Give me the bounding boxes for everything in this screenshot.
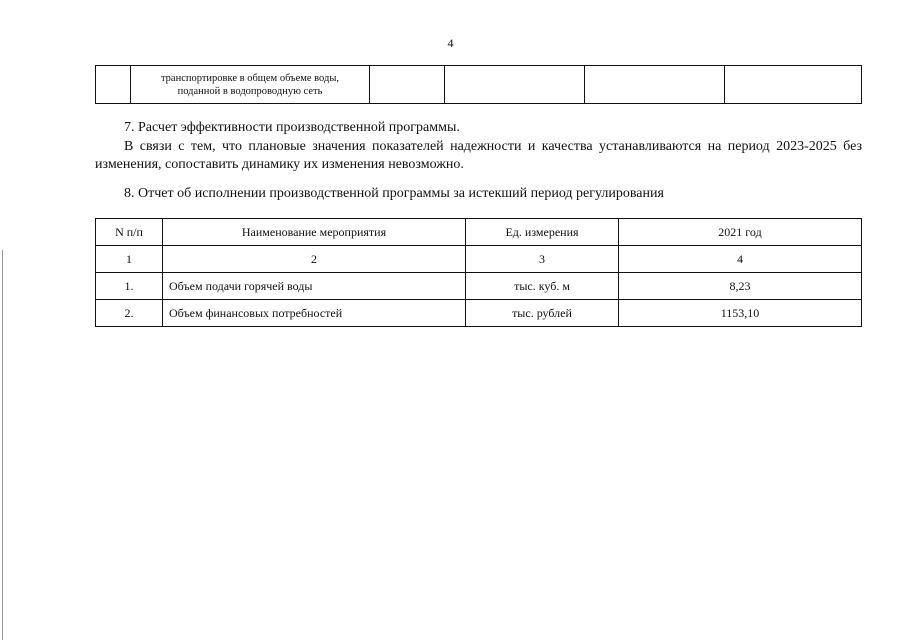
- row-name: Объем финансовых потребностей: [163, 300, 466, 327]
- table-cell-empty: [445, 66, 585, 104]
- index-cell: 4: [619, 246, 862, 273]
- header-year: 2021 год: [619, 219, 862, 246]
- indicator-text-line1: транспортировке в общем объеме воды,: [160, 72, 340, 84]
- header-name: Наименование мероприятия: [163, 219, 466, 246]
- table-row: [96, 300, 862, 327]
- indicator-text-line2: поданной в водопроводную сеть: [177, 85, 323, 97]
- table-cell-indicator: [131, 66, 370, 104]
- row-name: Объем подачи горячей воды: [163, 273, 466, 300]
- page-number: 4: [447, 36, 454, 50]
- table-header-row: [96, 219, 862, 246]
- table-index-row: [96, 246, 862, 273]
- index-cell: 2: [163, 246, 466, 273]
- header-number: N п/п: [96, 219, 163, 246]
- row-value: 8,23: [619, 273, 862, 300]
- section-8-title: 8. Отчет об исполнении производственной программы за истекший период регулирования: [124, 186, 664, 201]
- row-value: 1153,10: [619, 300, 862, 327]
- table-cell-empty: [585, 66, 725, 104]
- index-cell: 3: [466, 246, 619, 273]
- continued-table: [95, 65, 862, 104]
- header-unit: Ед. измерения: [466, 219, 619, 246]
- section-7-title: 7. Расчет эффективности производственной программы.: [124, 120, 460, 135]
- row-number: 2.: [96, 300, 163, 327]
- table-row: [96, 66, 862, 104]
- table-cell-empty: [96, 66, 131, 104]
- table-cell-empty: [725, 66, 862, 104]
- row-number: 1.: [96, 273, 163, 300]
- table-cell-empty: [370, 66, 445, 104]
- row-unit: тыс. куб. м: [466, 273, 619, 300]
- row-unit: тыс. рублей: [466, 300, 619, 327]
- table-row: [96, 273, 862, 300]
- index-cell: 1: [96, 246, 163, 273]
- scan-edge-line: [2, 250, 3, 640]
- report-table: [95, 218, 862, 327]
- section-7-body: В связи с тем, что плановые значения показателей надежности и качества устанавливаются на период 2023-2025 без изменения, сопоставить динамику их изменения невозможно.: [95, 139, 862, 172]
